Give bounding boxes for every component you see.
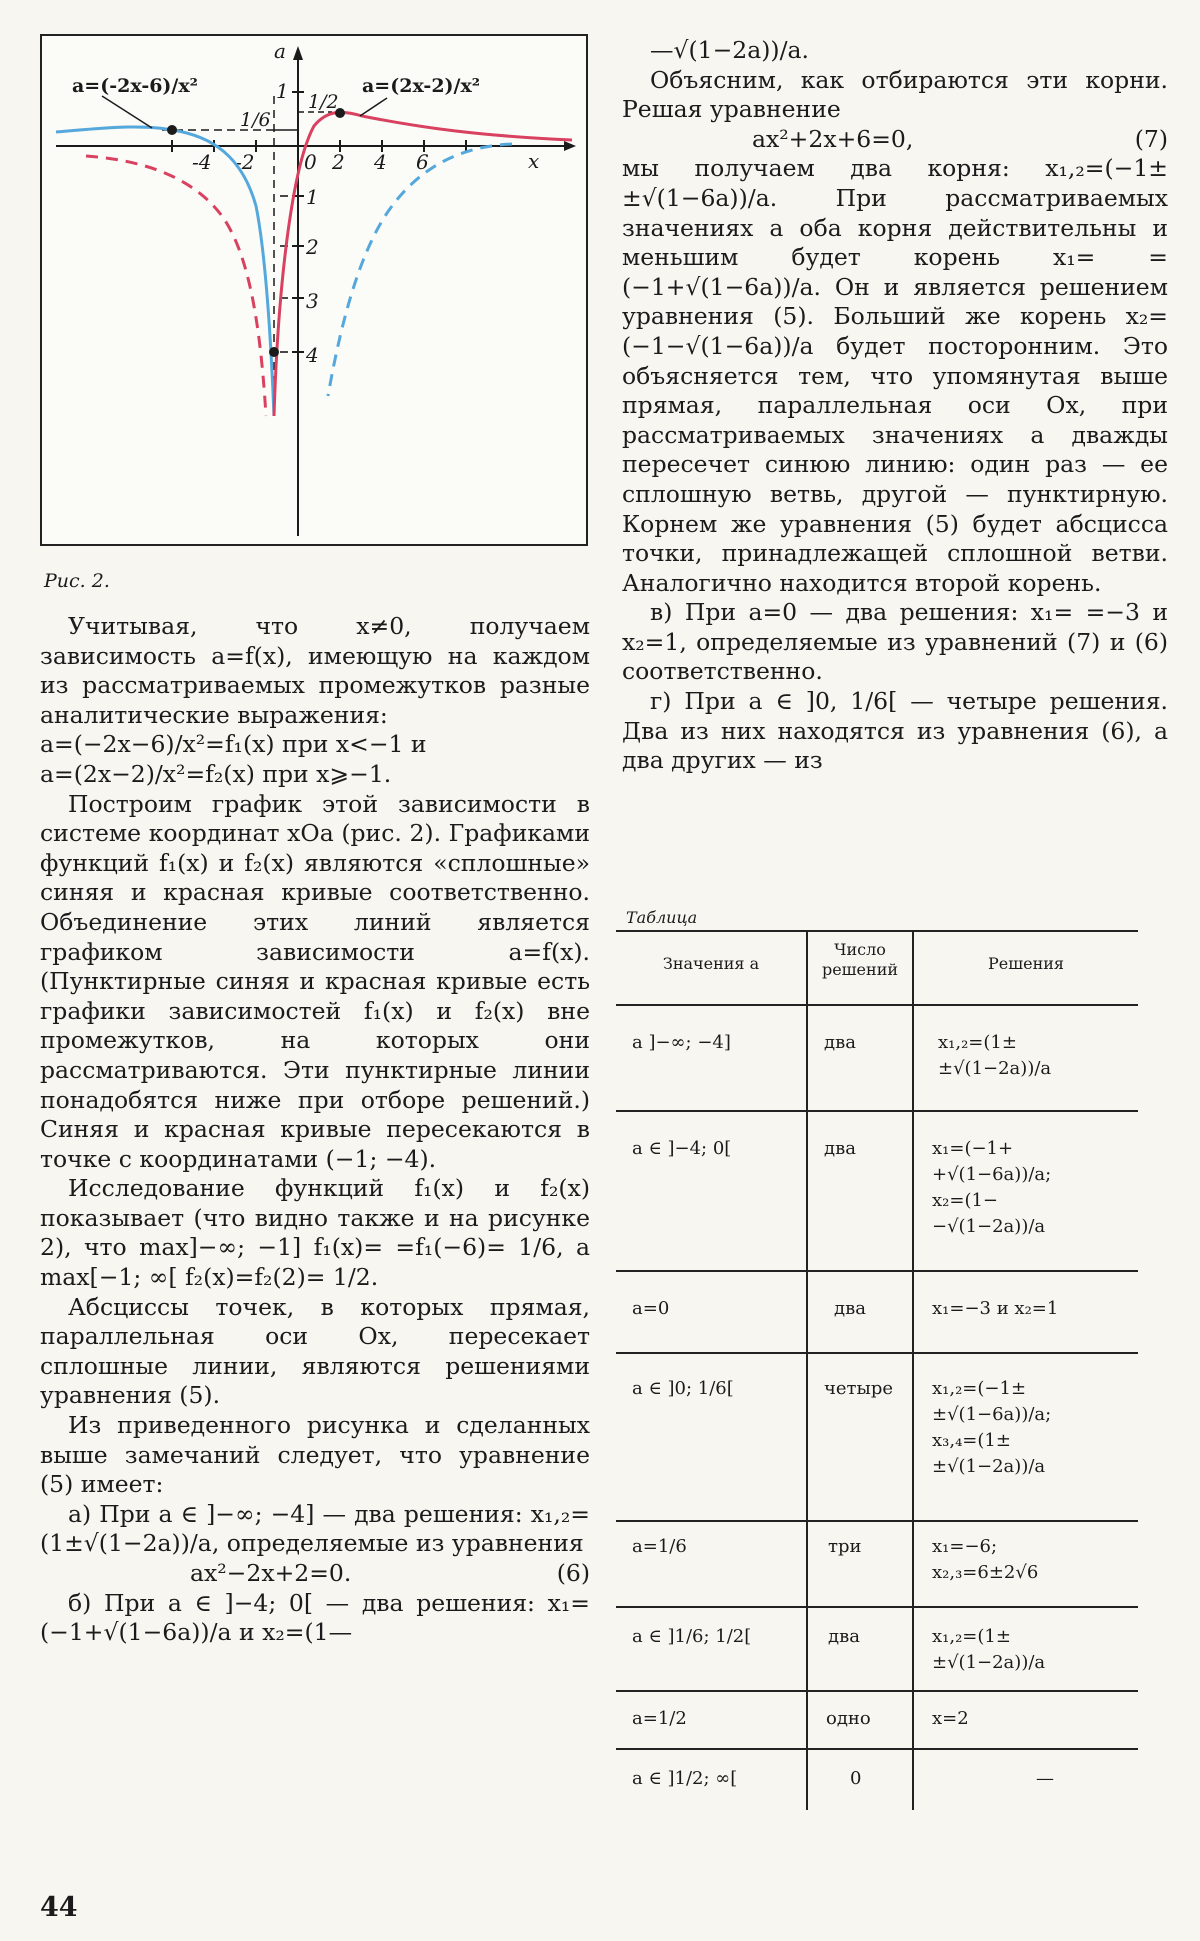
header-solutions: Решения [988, 954, 1064, 973]
left-column [40, 612, 590, 1648]
paragraph: в) При a=0 — два решения: x₁= =−3 и x₂=1, определяемые из уравнений (7) и (6) соответственно. [622, 598, 1168, 686]
table-cell-sol [932, 1624, 1045, 1676]
table-cell-n: одно [826, 1708, 871, 1729]
x-tick-4: 4 [374, 150, 387, 174]
a-tick--1: 1 [306, 185, 319, 209]
paragraph: б) При a ∈ ]−4; 0[ — два решения: x₁=(−1+√(1−6a))/a и x₂=(1— [40, 1588, 590, 1647]
solution-line: x₂,₃=6±2√6 [932, 1562, 1039, 1583]
table-cell-n: два [824, 1032, 856, 1053]
table-cell-sol [932, 1376, 1051, 1480]
a-axis-label: a [274, 39, 286, 63]
solution-line: ±√(1−2a))/a [938, 1058, 1052, 1079]
a-tick--4: 4 [306, 343, 319, 367]
label-one-half: 1/2 [308, 91, 339, 113]
label-one-sixth: 1/6 [240, 109, 271, 131]
paragraph: Объясним, как отбираются эти корни. Решая уравнение [622, 65, 1168, 124]
table-cell-a: a=1/2 [632, 1708, 687, 1729]
figure-caption: Рис. 2. [44, 570, 110, 592]
paragraph: —√(1−2a))/a. [650, 36, 809, 64]
intersection-point [269, 347, 279, 357]
table-cell-a: a ∈ ]−4; 0[ [632, 1138, 732, 1159]
formula-f1: a=(−2x−6)/x²=f₁(x) при x<−1 и [40, 730, 427, 759]
solution-line: +√(1−6a))/a; [932, 1164, 1052, 1185]
formula-f2: a=(2x−2)/x²=f₂(x) при x⩾−1. [40, 759, 392, 788]
paragraph: а) При a ∈ ]−∞; −4] — два решения: x₁,₂=(1±√(1−2a))/a, определяемые из уравнения [40, 1499, 590, 1558]
x-tick-0: 0 [304, 150, 317, 174]
left-curve-label: a=(-2x-6)/x² [72, 75, 199, 97]
table-cell-sol [938, 1030, 1051, 1082]
a-tick--3: 3 [306, 289, 319, 313]
paragraph: Учитывая, что x≠0, получаем зависимость a=f(x), имеющую на каждом из рассматриваемых промежутков разные аналитические выражения: [40, 612, 590, 729]
x-axis-arrow-icon [564, 141, 576, 151]
equation-7-number: (7) [1134, 124, 1168, 153]
table-cell-n: три [828, 1536, 862, 1557]
equation-7-text: ax²+2x+6=0, [752, 124, 914, 153]
paragraph: Исследование функций f₁(x) и f₂(x) показывает (что видно также и на рисунке 2), что max]−∞; −1] f₁(x)= =f₁(−6)= 1/6, а max[−1; ∞[ f₂(x)=f₂(2)= 1/2. [40, 1174, 590, 1292]
paragraph: Построим график этой зависимости в системе координат xOa (рис. 2). Графиками функций f₁(x) и f₂(x) являются «сплошные» синяя и красная кривые соответственно. Объединение этих линий является графиком зависимости a=f(x). (Пунктирные синяя и красная кривые есть графики зависимостей f₁(x) и f₂(x) вне промежутков, на которых они рассматриваются. Эти пунктирные линии понадобятся ниже при отборе решений.) Синяя и красная кривые пересекаются в точке с координатами (−1; −4). [40, 789, 590, 1173]
table-cell-n: два [824, 1138, 856, 1159]
x-tick--2: -2 [235, 150, 255, 174]
a-axis-arrow-icon [293, 46, 303, 60]
solutions-table [616, 930, 1138, 1810]
equation-7 [622, 125, 1168, 155]
solution-line: x₃,₄=(1± [932, 1430, 1011, 1451]
solution-line: x₁=−6; [932, 1536, 998, 1557]
x-tick-6: 6 [416, 150, 429, 174]
solution-line: −√(1−2a))/a [932, 1216, 1046, 1237]
table-cell-a: a ]−∞; −4] [632, 1032, 731, 1053]
graph-svg [42, 36, 590, 548]
table-cell-sol [932, 1534, 1038, 1586]
paragraph: г) При a ∈ ]0, 1/6[ — четыре решения. Два из них находятся из уравнения (6), а два других — из [622, 687, 1168, 775]
table-cell-sol: x₁=−3 и x₂=1 [932, 1298, 1059, 1319]
paragraph: Абсциссы точек, в которых прямая, параллельная оси Ox, пересекает сплошные линии, являются решениями уравнения (5). [40, 1292, 590, 1410]
right-column [622, 36, 1168, 776]
x-tick-2: 2 [332, 150, 345, 174]
paragraph: мы получаем два корня: x₁,₂=(−1± ±√(1−6a))/a. При рассматриваемых значениях a оба корня действительны и меньшим будет корень x₁= =(−1+√(1−6a))/a. Он и является решением уравнения (5). Больший же корень x₂=(−1−√(1−6a))/a будет посторонним. Это объясняется тем, что упомянутая выше прямая, параллельная оси Ox, при рассматриваемых значениях a дважды пересечет синюю линию: один раз — ее сплошную ветвь, другой — пунктирную. Корнем же уравнения (5) будет абсцисса точки, принадлежащей сплошной ветви. Аналогично находится второй корень. [622, 154, 1168, 597]
table-cell-sol [932, 1136, 1051, 1240]
a-tick-1: 1 [276, 79, 289, 103]
table-cell-n: 0 [850, 1768, 862, 1789]
table-cell-sol: — [1036, 1768, 1054, 1789]
table-title: Таблица [626, 908, 698, 927]
x-axis-label: x [528, 149, 540, 173]
table-cell-a: a ∈ ]1/6; 1/2[ [632, 1626, 752, 1647]
a-tick--2: 2 [306, 235, 319, 259]
page-number: 44 [40, 1892, 78, 1923]
table-cell-a: a=0 [632, 1298, 670, 1319]
equation-6-number: (6) [556, 1559, 590, 1587]
solution-line: x₁=(−1+ [932, 1138, 1014, 1159]
table-cell-a: a ∈ ]1/2; ∞[ [632, 1768, 738, 1789]
solution-line: x₁,₂=(1± [932, 1626, 1011, 1647]
equation-6-text: ax²−2x+2=0. [190, 1559, 352, 1587]
figure-2 [40, 34, 588, 546]
solution-line: ±√(1−2a))/a [932, 1456, 1046, 1477]
solution-line: x₁,₂=(1± [938, 1032, 1017, 1053]
table-cell-a: a=1/6 [632, 1536, 687, 1557]
header-count: Число решений [821, 940, 899, 979]
paragraph: Из приведенного рисунка и сделанных выше замечаний следует, что уравнение (5) имеет: [40, 1411, 590, 1499]
red-dashed-curve [86, 156, 266, 416]
blue-dashed-curve [328, 144, 512, 396]
solution-line: x₁,₂=(−1± [932, 1378, 1027, 1399]
max-point-f1 [167, 125, 177, 135]
blue-solid-curve [56, 127, 274, 416]
table-cell-n: два [828, 1626, 860, 1647]
table-cell-sol: x=2 [932, 1708, 969, 1729]
solution-line: ±√(1−6a))/a; [932, 1404, 1052, 1425]
x-tick--4: -4 [192, 150, 212, 174]
table-cell-a: a ∈ ]0; 1/6[ [632, 1378, 734, 1399]
solution-line: ±√(1−2a))/a [932, 1652, 1046, 1673]
right-curve-label: a=(2x-2)/x² [362, 75, 481, 97]
solution-line: x₂=(1− [932, 1190, 999, 1211]
equation-6 [40, 1559, 590, 1589]
header-values: Значения a [662, 954, 760, 973]
table-cell-n: два [834, 1298, 866, 1319]
table-cell-n: четыре [824, 1378, 894, 1399]
